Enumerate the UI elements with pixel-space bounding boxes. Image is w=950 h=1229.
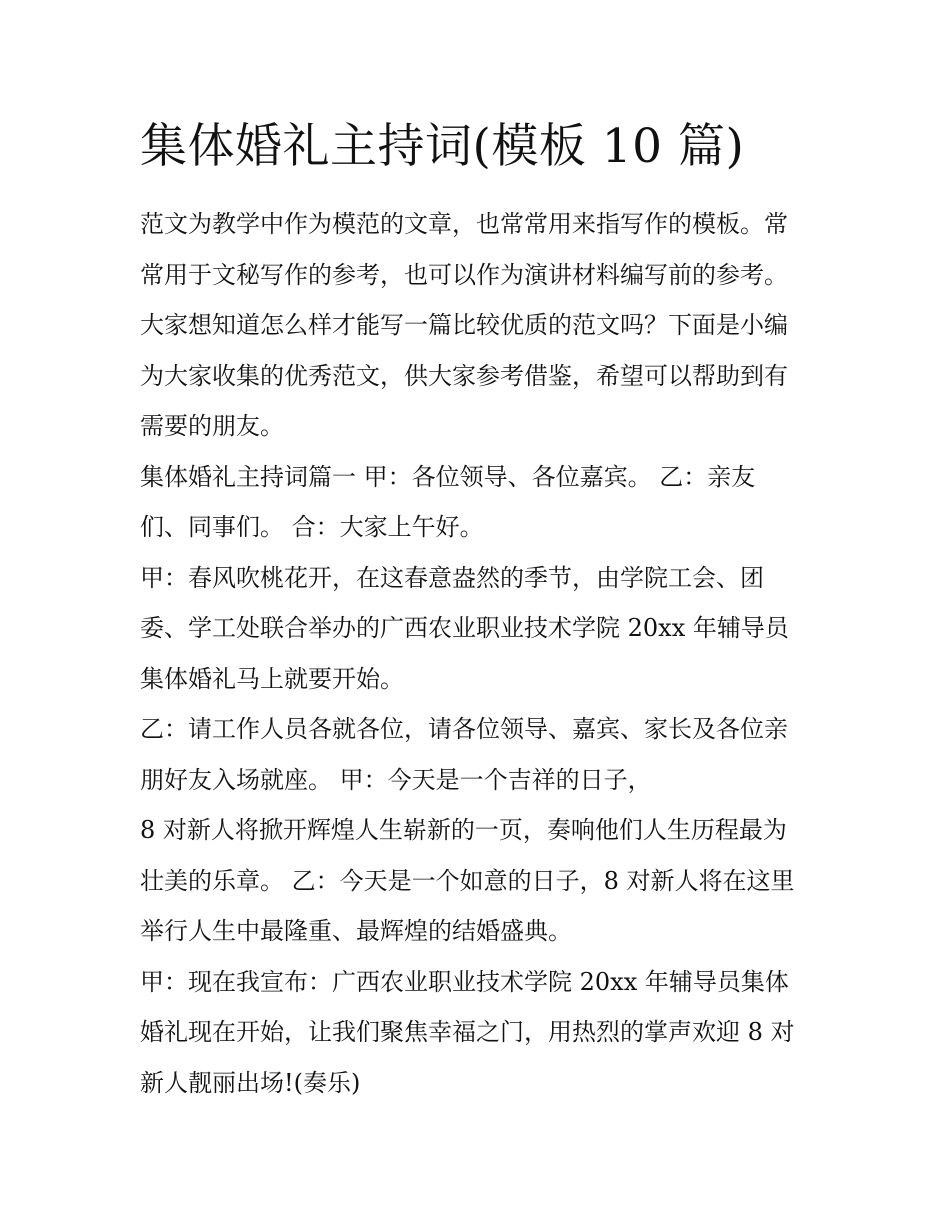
intro-paragraph	[140, 199, 820, 452]
text-line: 常用于文秘写作的参考，也可以作为演讲材料编写前的参考。	[140, 260, 788, 289]
text-line: 为大家收集的优秀范文，供大家参考借鉴，希望可以帮助到有	[140, 361, 788, 390]
body-paragraph	[140, 553, 820, 705]
text-line: 举行人生中最隆重、最辉煌的结婚盛典。	[140, 917, 572, 945]
text-line: 甲：春风吹桃花开，在这春意盎然的季节，由学院工会、团	[140, 563, 764, 592]
text-line: 壮美的乐章。 乙：今天是一个如意的日子，8 对新人将在这里	[140, 866, 795, 895]
body-paragraph	[140, 957, 820, 1109]
text-line: 8 对新人将掀开辉煌人生崭新的一页，奏响他们人生历程最为	[140, 816, 787, 844]
text-line: 集体婚礼马上就要开始。	[140, 664, 404, 693]
text-line: 委、学工处联合举办的广西农业职业技术学院 20xx 年辅导员	[140, 614, 789, 642]
text-line: 集体婚礼主持词篇一 甲：各位领导、各位嘉宾。 乙：亲友	[140, 462, 756, 491]
text-line: 乙：请工作人员各就各位，请各位领导、嘉宾、家长及各位亲	[140, 715, 788, 743]
body-paragraph	[140, 805, 820, 957]
document-title: 集体婚礼主持词(模板 10 篇)	[140, 119, 745, 174]
text-line: 们、同事们。 合：大家上午好。	[140, 513, 484, 541]
text-line: 大家想知道怎么样才能写一篇比较优质的范文吗？下面是小编	[140, 311, 788, 339]
document-body	[140, 199, 820, 1108]
text-line: 需要的朋友。	[140, 412, 284, 440]
text-line: 范文为教学中作为模范的文章，也常常用来指写作的模板。常	[140, 210, 788, 238]
text-line: 朋好友入场就座。 甲：今天是一个吉祥的日子，	[140, 765, 652, 794]
body-paragraph	[140, 452, 820, 553]
text-line: 新人靓丽出场!(奏乐)	[140, 1068, 361, 1097]
text-line: 婚礼现在开始，让我们聚焦幸福之门，用热烈的掌声欢迎 8 对	[140, 1018, 795, 1046]
text-line: 甲：现在我宣布：广西农业职业技术学院 20xx 年辅导员集体	[140, 967, 789, 996]
body-paragraph	[140, 704, 820, 805]
